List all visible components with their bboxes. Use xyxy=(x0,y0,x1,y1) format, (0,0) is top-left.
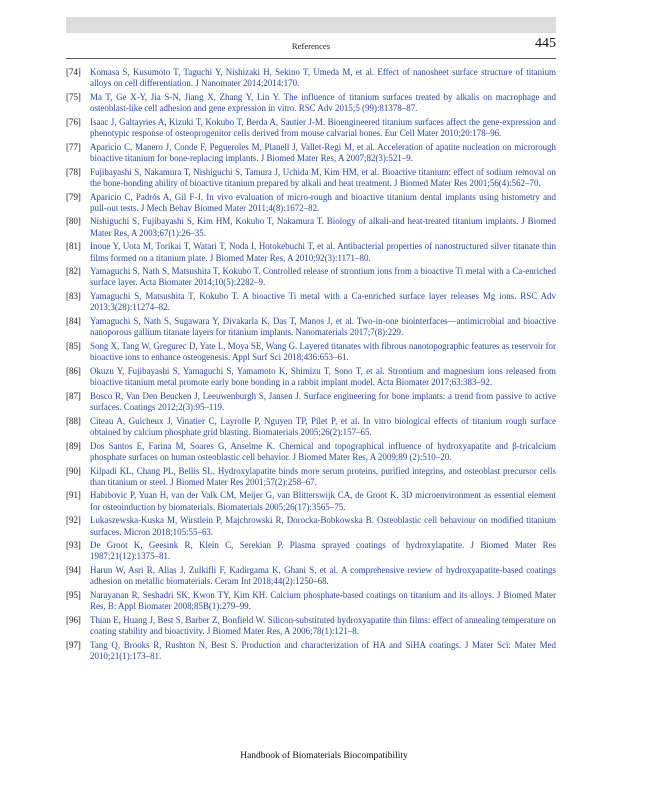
reference-item xyxy=(66,515,556,537)
reference-number: [74] xyxy=(66,67,81,77)
reference-number: [95] xyxy=(66,590,81,601)
reference-item xyxy=(66,466,556,488)
running-head: References xyxy=(291,41,331,51)
header-rule xyxy=(66,58,556,59)
reference-link[interactable]: Song X, Tang W, Gregurec D, Yate L, Moya SE, Wang G. Layered titanates with fibrous nanotopographic features as reservoir for bioactive ions to enhance osteogenesis. Appl Surf Sci 2018;436:653–61. xyxy=(90,340,556,363)
reference-number: [86] xyxy=(66,365,81,376)
reference-link[interactable]: Ma T, Ge X-Y, Jia S-N, Jiang X, Zhang Y, Lin Y. The influence of titanium surfaces treated by alkalis on macrophage and osteoblast-like cell adhesion and gene expression in vitro. RSC Adv 2015;5 (99):81378–87. xyxy=(90,91,556,114)
reference-number: [93] xyxy=(66,540,81,551)
reference-link[interactable]: Narayanan R, Seshadri SK, Kwon TY, Kim KH. Calcium phosphate-based coatings on titanium and its alloys. J Biomed Mater Res, B: Appl Biomater 2008;85B(1):279–99. xyxy=(90,590,556,612)
reference-number: [84] xyxy=(66,316,81,327)
reference-link[interactable]: Thian E, Huang J, Best S, Barber Z, Bonfield W. Silicon-substituted hydroxyapatite thin films: effect of annealing temperature on coating stability and bioactivity. J Biomed Mater Res, A 2006;78(1):121–8. xyxy=(90,614,556,637)
reference-item xyxy=(66,640,556,662)
reference-link[interactable]: Fujibayashi S, Nakamura T, Nishiguchi S, Tamura J, Uchida M, Kim HM, et al. Bioactive titanium: effect of sodium removal on the bone-bonding ability of bioactive titanium prepared by alkali and heat treatment. J Biomed Mater Res 2001;56(4):562–70. xyxy=(90,166,556,188)
reference-link[interactable]: Nishiguchi S, Fujibayashi S, Kim HM, Kokubo T, Nakamura T. Biology of alkali-and heat-treated titanium implants. J Biomed Mater Res, A 2003;67(1):26–35. xyxy=(90,216,556,238)
reference-link[interactable]: Aparicio C, Padrós A, Gil F-J. In vivo evaluation of micro-rough and bioactive titanium dental implants using histometry and pull-out tests. J Mech Behav Biomed Mater 2011;4(8):1672–82. xyxy=(90,191,556,213)
reference-item xyxy=(66,67,556,89)
reference-number: [88] xyxy=(66,415,81,426)
reference-item xyxy=(66,316,556,338)
reference-item xyxy=(66,192,556,214)
reference-item xyxy=(66,490,556,512)
reference-list xyxy=(66,67,556,665)
reference-number: [76] xyxy=(66,116,81,127)
reference-number: [85] xyxy=(66,340,81,351)
reference-number: [90] xyxy=(66,465,81,476)
reference-number: [89] xyxy=(66,440,81,451)
reference-link[interactable]: Harun W, Asri R, Alias J, Zulkifli F, Kadirgama K, Ghani S, et al. A comprehensive review of hydroxyapatite-based coatings adhesion on metallic biomaterials. Ceram Int 2018;44(2):1250–68. xyxy=(90,565,556,587)
reference-item xyxy=(66,416,556,438)
reference-number: [81] xyxy=(66,241,81,252)
reference-item xyxy=(66,241,556,263)
reference-link[interactable]: Dos Santos E, Farina M, Soares G, Anselme K. Chemical and topographical influence of hydroxyapatite and β-tricalcium phosphate surfaces on human osteoblastic cell behavior. J Biomed Mater Res, A 2009;89 (2):510–20. xyxy=(90,440,556,462)
reference-link[interactable]: Okuzu Y, Fujibayashi S, Yamaguchi S, Yamamoto K, Shimizu T, Sono T, et al. Strontium and magnesium ions released from bioactive titanium metal promote early bone bonding in a rabbit implant model. Acta Biomater 2017;63:383–92. xyxy=(90,365,556,388)
reference-number: [75] xyxy=(66,91,81,102)
reference-item xyxy=(66,391,556,413)
reference-number: [78] xyxy=(66,166,81,177)
reference-item xyxy=(66,540,556,562)
reference-item xyxy=(66,565,556,587)
reference-link[interactable]: Aparicio C, Manero J, Conde F, Pegueroles M, Planell J, Vallet-Regi M, et al. Acceleration of apatite nucleation on microrough bioactive titanium for bone-replacing implants. J Biomed Mater Res, A 2007;82(3):521–9. xyxy=(90,141,556,163)
reference-number: [87] xyxy=(66,390,81,401)
top-header-bar xyxy=(66,17,556,33)
reference-number: [82] xyxy=(66,266,81,277)
reference-link[interactable]: Tang Q, Brooks R, Rushton N, Best S. Production and characterization of HA and SiHA coatings. J Mater Sci: Mater Med 2010;21(1):173–81. xyxy=(90,639,556,662)
reference-number: [91] xyxy=(66,490,81,501)
reference-link[interactable]: Bosco R, Van Den Beucken J, Leeuwenburgh S, Jansen J. Surface engineering for bone implants: a trend from passive to active surfaces. Coatings 2012;2(3):95–119. xyxy=(90,390,556,412)
reference-link[interactable]: Komasa S, Kusumoto T, Taguchi Y, Nishizaki H, Sekino T, Umeda M, et al. Effect of nanosheet surface structure of titanium alloys on cell differentiation. J Nanomater 2014;2014:170. xyxy=(90,67,556,89)
reference-link[interactable]: De Groot K, Geesink R, Klein C, Serekian P. Plasma sprayed coatings of hydroxylapatite. J Biomed Mater Res 1987;21(12):1375–81. xyxy=(90,540,556,562)
reference-link[interactable]: Kilpadi KL, Chang PL, Bellis SL. Hydroxylapatite binds more serum proteins, purified integrins, and osteoblast precursor cells than titanium or steel. J Biomed Mater Res 2001;57(2):258–67. xyxy=(90,465,556,487)
reference-number: [92] xyxy=(66,515,81,526)
reference-number: [83] xyxy=(66,291,81,302)
reference-number: [80] xyxy=(66,216,81,227)
reference-item xyxy=(66,92,556,114)
reference-item xyxy=(66,266,556,288)
reference-item xyxy=(66,291,556,313)
reference-link[interactable]: Inoue Y, Uota M, Torikai T, Watari T, Noda I, Hotokebuchi T, et al. Antibacterial properties of nanostructured silver titanate thin films formed on a titanium plate. J Biomed Mater Res, A 2010;92(3):1171–80. xyxy=(90,241,556,263)
book-title-footer: Handbook of Biomaterials Biocompatibility xyxy=(240,751,408,761)
reference-link[interactable]: Habibovic P, Yuan H, van der Valk CM, Meijer G, van Blitterswijk CA, de Groot K. 3D microenvironment as essential element for osteoinduction by biomaterials. Biomaterials 2005;26(17):3565–75. xyxy=(90,490,556,512)
page-header xyxy=(66,38,556,56)
reference-item xyxy=(66,341,556,363)
reference-number: [96] xyxy=(66,614,81,625)
reference-item xyxy=(66,167,556,189)
page-number: 445 xyxy=(535,36,556,51)
reference-number: [77] xyxy=(66,141,81,152)
reference-number: [94] xyxy=(66,565,81,576)
reference-item xyxy=(66,441,556,463)
reference-item xyxy=(66,590,556,612)
reference-link[interactable]: Lukaszewska-Kuska M, Wirstlein P, Majchrowski R, Dorocka-Bobkowska B. Osteoblastic cell behaviour on modified titanium surfaces. Micron 2018;105:55–63. xyxy=(90,515,556,537)
reference-item xyxy=(66,117,556,139)
reference-item xyxy=(66,142,556,164)
reference-number: [97] xyxy=(66,639,81,650)
reference-number: [79] xyxy=(66,191,81,202)
reference-link[interactable]: Yamaguchi S, Matsushita T, Kokubo T. A bioactive Ti metal with a Ca-enriched surface layer releases Mg ions. RSC Adv 2013;3(28):11274–82. xyxy=(90,291,556,313)
reference-item xyxy=(66,366,556,388)
reference-link[interactable]: Citeau A, Guicheux J, Vinatier C, Layrolle P, Nguyen TP, Pilet P, et al. In vitro biological effects of titanium rough surface obtained by calcium phosphate grid blasting. Biomaterials 2005;26(2):157–65. xyxy=(90,415,556,437)
reference-item xyxy=(66,615,556,637)
reference-link[interactable]: Yamaguchi S, Nath S, Sugawara Y, Divakarla K, Das T, Manos J, et al. Two-in-one biointerfaces—antimicrobial and bioactive nanoporous gallium titanate layers for titanium implants. Nanomaterials 2017;7(8):229. xyxy=(90,316,556,338)
reference-link[interactable]: Yamaguchi S, Nath S, Matsushita T, Kokubo T. Controlled release of strontium ions from a bioactive Ti metal with a Ca-enriched surface layer. Acta Biomater 2014;10(5):2282–9. xyxy=(90,266,556,288)
reference-link[interactable]: Isaac J, Galtayries A, Kizuki T, Kokubo T, Berda A, Sautier J-M. Bioengineered titanium surfaces affect the gene-expression and phenotypic response of osteoprogenitor cells derived from mouse calvarial bones. Eur Cell Mater 2010;20:178–96. xyxy=(90,116,556,139)
reference-item xyxy=(66,216,556,238)
